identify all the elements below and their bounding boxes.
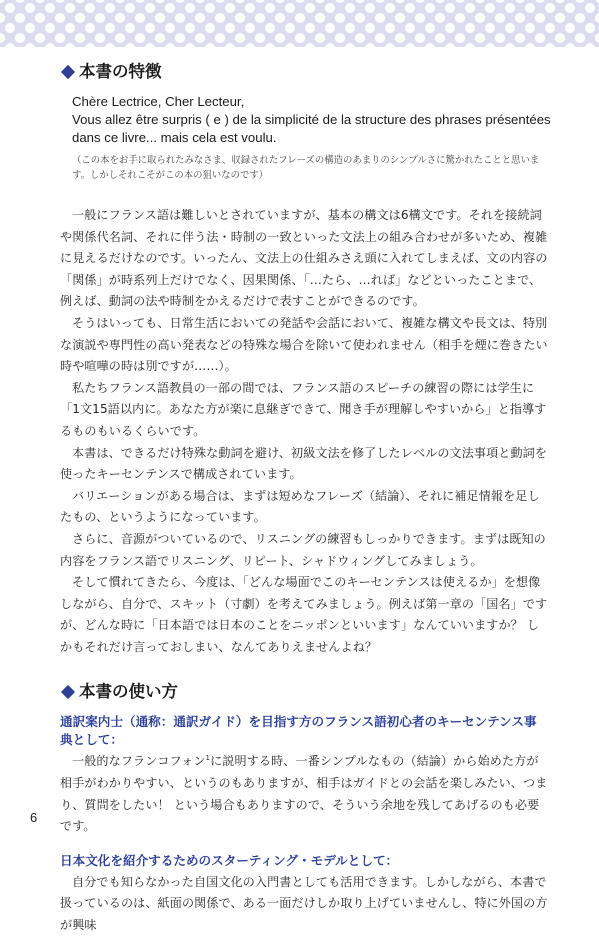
- french-line: dans ce livre... mais cela est voulu.: [72, 130, 277, 145]
- french-line: Vous allez être surpris ( e ) de la simplicité de la structure des phrases présentées: [72, 112, 551, 127]
- body-paragraph: 自分でも知らなかった自国文化の入門書としても活用できます。しかしながら、本書で扱っているのは、紙面の関係で、ある一面だけしか取り上げていませんし、特に外国の方が興味: [60, 874, 548, 933]
- body-paragraph: バリエーションがある場合は、まずは短めなフレーズ（結論）、それに補足情報を足したもの、というようになっています。: [60, 488, 540, 525]
- footnote-mark: 1: [205, 754, 211, 763]
- subheading-culture: 日本文化を紹介するためのスターティング・モデルとして：: [60, 852, 399, 868]
- page-content: [60, 62, 551, 937]
- body-paragraph: そして慣れてきたら、今度は、「どんな場面でこのキーセンテンスは使えるか」を想像しながら、自分で、スキット（寸劇）を考えてみましょう。例えば第一章の「国名」ですが、どんな時に「日本語では日本のことをニッポンといいます」なんていいますか？ しかもそれだけ言っておしまい、なんてありえませんよね？: [60, 575, 548, 654]
- paragraph-text: に説明する時、一番シンプルなもの（結論）から始めた方が相手がわかりやすい、というのもありますが、相手はガイドとの会話を楽しみたい、つまり、質問をしたい！ という場合もありますので、そういう余地を残してあげるのも必要です。: [60, 754, 548, 834]
- subheading-guide: 通訳案内士（通称：通訳ガイド）を目指す方のフランス語初心者のキーセンテンス事典として：: [60, 714, 537, 748]
- paragraph-text: 一般的なフランコフォン: [72, 754, 206, 769]
- decorative-dot-band: [0, 0, 599, 47]
- section-heading-features: [60, 62, 548, 82]
- body-paragraph: さらに、音源がついているので、リスニングの練習もしっかりできます。まずは既知の内容をフランス語でリスニング、リピート、シャドウィングしてみましょう。: [60, 531, 546, 568]
- section-heading-text: 本書の使い方: [79, 682, 178, 702]
- section-heading-usage: [60, 682, 548, 702]
- body-paragraph: [60, 751, 548, 837]
- french-greeting: [72, 93, 551, 147]
- body-paragraph: 本書は、できるだけ特殊な動詞を避け、初級文法を修了したレベルの文法事項と動詞を使ったキーセンテンスで構成されています。: [60, 445, 548, 482]
- section-heading-text: 本書の特徴: [79, 62, 162, 81]
- diamond-bullet-icon: [61, 685, 75, 699]
- body-paragraph: そうはいっても、日常生活においての発話や会話において、複雑な構文や長文は、特別な演説や専門性の高い発表などの特殊な場合を除いて使われません（相手を煙に巻きたい時や喧嘩の時は別ですが……）。: [60, 315, 548, 374]
- body-paragraph: 私たちフランス語教員の一部の間では、フランス語のスピーチの練習の際には学生に「1文15語以内に。あなた方が楽に息継ぎできて、聞き手が理解しやすいから」と指導するものもいるくらいです。: [60, 380, 547, 438]
- page-number: 6: [30, 810, 38, 825]
- diamond-bullet-icon: [61, 65, 75, 79]
- french-line: Chère Lectrice, Cher Lecteur,: [72, 94, 245, 109]
- french-translation: （この本をお手に取られたみなさま、収録されたフレーズの構造のあまりのシンプルさに驚かれたことと思います。しかしそれこそがこの本の狙いなのです）: [72, 155, 540, 181]
- body-paragraph: 一般にフランス語は難しいとされていますが、基本の構文は6構文です。それを接続詞や関係代名詞、それに伴う法・時制の一致といった文法上の組み合わせが多いため、複雑に見えるだけなのです。いったん、文法上の仕組みさえ頭に入れてしまえば、文の内容の「関係」が時系列上だけでなく、因果関係、「…たら、…れば」などといったことまで、例えば、動詞の法や時制をかえるだけで表すことができるのです。: [60, 208, 548, 309]
